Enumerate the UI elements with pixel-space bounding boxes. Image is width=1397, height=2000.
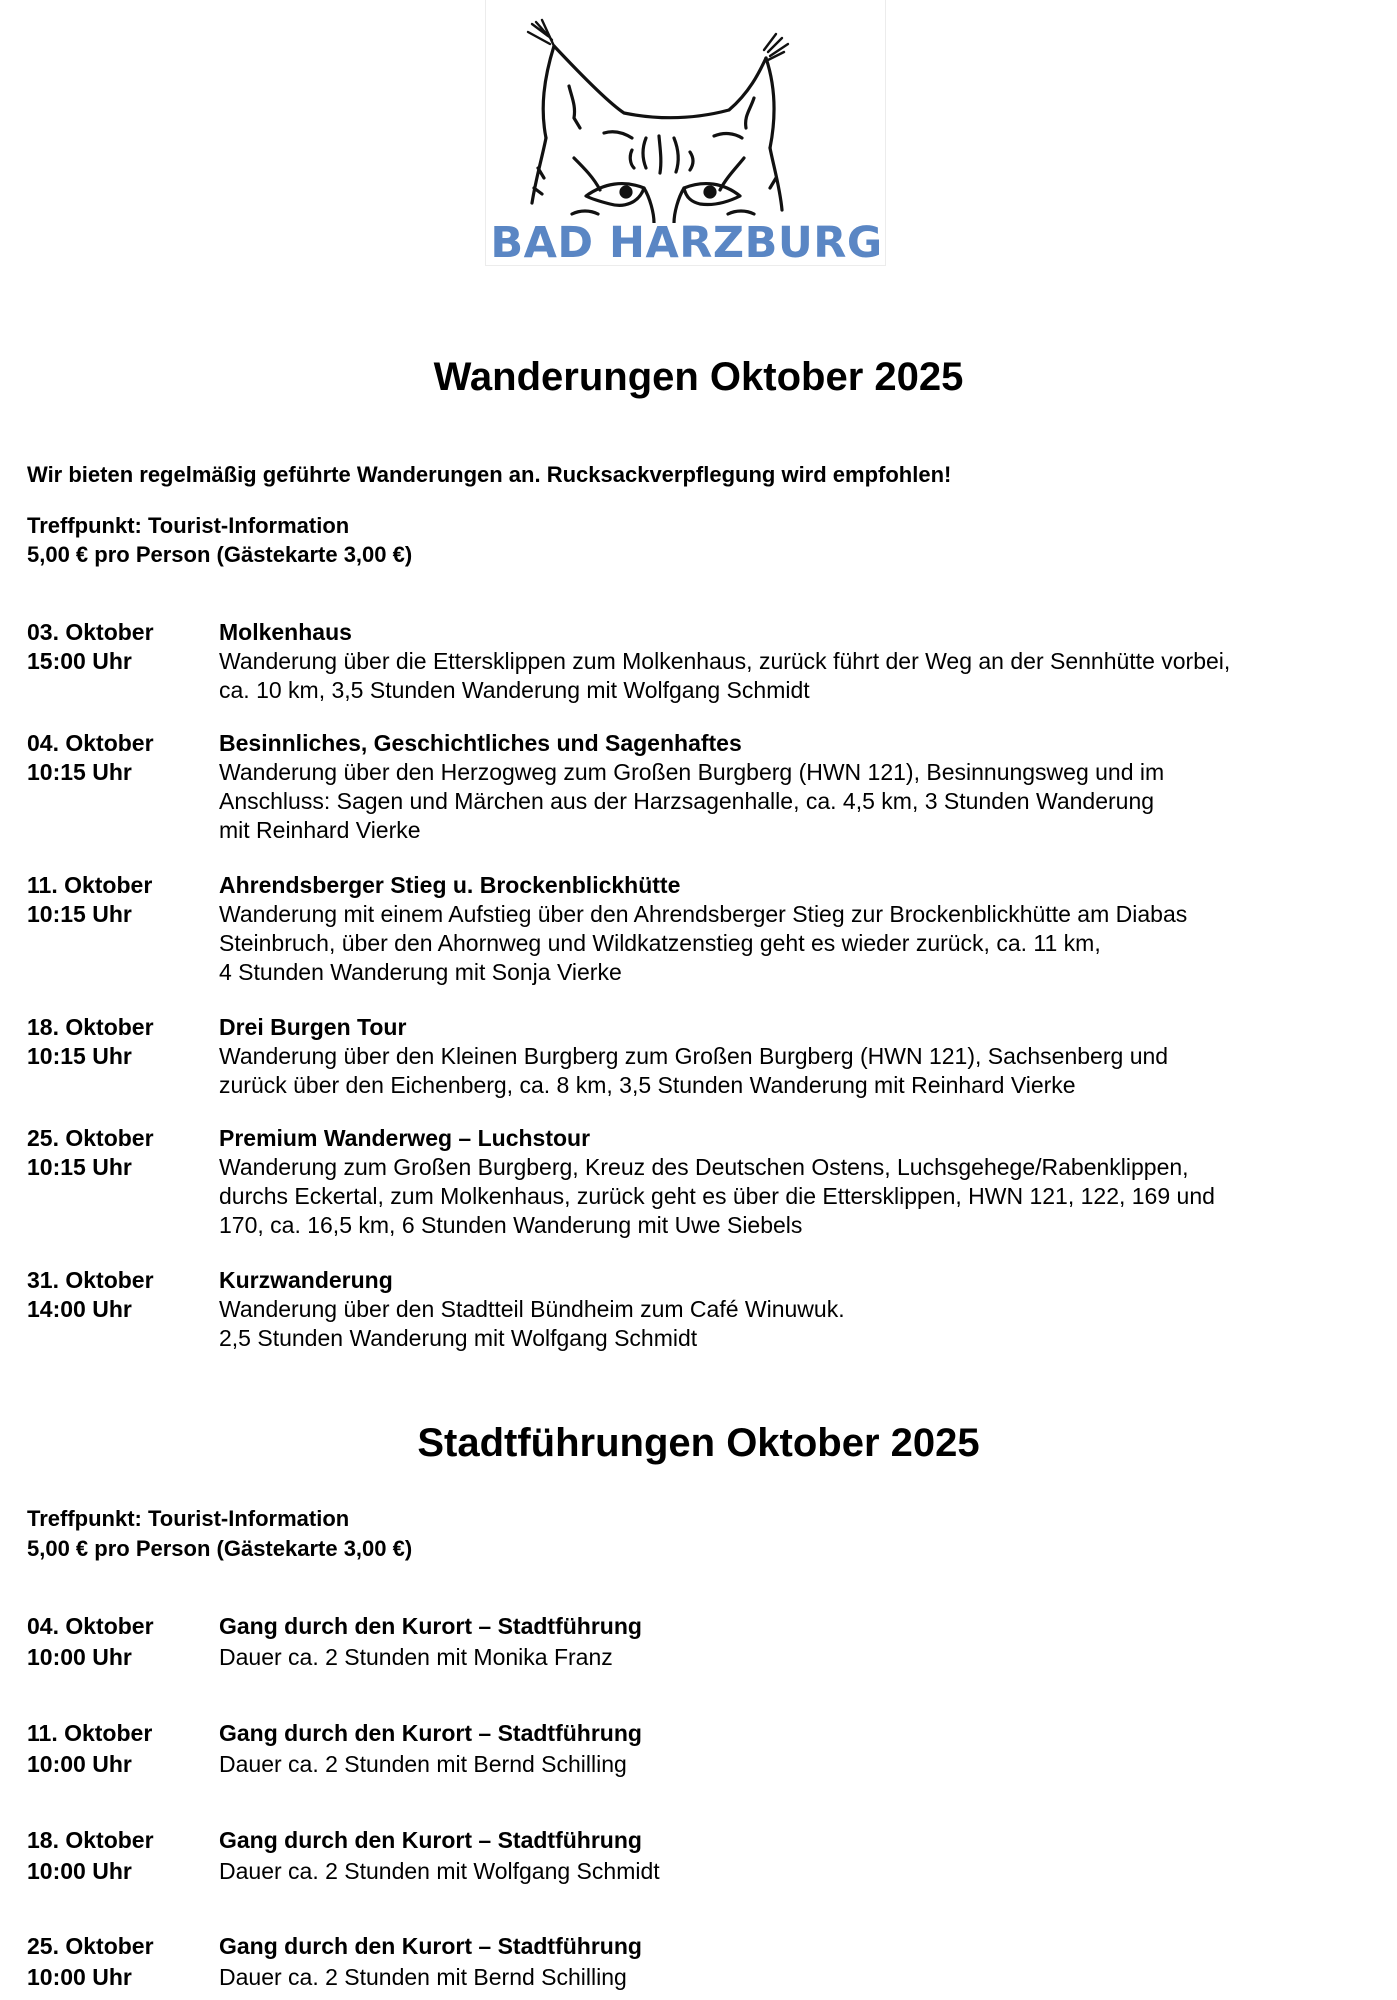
event-time: 10:15 Uhr bbox=[27, 901, 132, 927]
event-date: 11. Oktober bbox=[27, 1720, 153, 1746]
event-time: 10:00 Uhr bbox=[27, 1750, 132, 1777]
event-time: 10:15 Uhr bbox=[27, 759, 132, 785]
event-description-line: durchs Eckertal, zum Molkenhaus, zurück geht es über die Ettersklippen, HWN 121, 122, 169 und bbox=[219, 1183, 1215, 1209]
event-date-time bbox=[27, 1266, 154, 1324]
logo bbox=[485, 0, 886, 266]
event-description: Dauer ca. 2 Stunden mit Monika Franz bbox=[219, 1643, 613, 1670]
event-date: 31. Oktober bbox=[27, 1267, 154, 1293]
event-date: 04. Oktober bbox=[27, 730, 154, 756]
event-description-line: Wanderung über den Herzogweg zum Großen Burgberg (HWN 121), Besinnungsweg und im bbox=[219, 759, 1165, 785]
event-date: 25. Oktober bbox=[27, 1933, 154, 1959]
city-tours-title: Stadtführungen Oktober 2025 bbox=[417, 1421, 980, 1465]
event-name: Gang durch den Kurort – Stadtführung bbox=[219, 1720, 642, 1746]
event-date-time bbox=[27, 1825, 154, 1886]
event-details bbox=[219, 729, 1164, 845]
event-description-line: Wanderung über den Kleinen Burgberg zum Großen Burgberg (HWN 121), Sachsenberg und bbox=[219, 1043, 1169, 1069]
city-tours-price: 5,00 € pro Person (Gästekarte 3,00 €) bbox=[27, 1536, 413, 1561]
event-name: Premium Wanderweg – Luchstour bbox=[219, 1125, 591, 1151]
event-name: Gang durch den Kurort – Stadtführung bbox=[219, 1933, 642, 1959]
event-date-time bbox=[27, 729, 154, 787]
event-description: Dauer ca. 2 Stunden mit Bernd Schilling bbox=[219, 1963, 627, 1990]
event-description-line: 4 Stunden Wanderung mit Sonja Vierke bbox=[219, 959, 622, 985]
event-description-line: ca. 10 km, 3,5 Stunden Wanderung mit Wolfgang Schmidt bbox=[219, 677, 810, 703]
event-description-line: 2,5 Stunden Wanderung mit Wolfgang Schmidt bbox=[219, 1325, 698, 1351]
event-name: Besinnliches, Geschichtliches und Sagenhaftes bbox=[219, 730, 742, 756]
event-name: Gang durch den Kurort – Stadtführung bbox=[219, 1827, 642, 1853]
event-description: Dauer ca. 2 Stunden mit Wolfgang Schmidt bbox=[219, 1857, 660, 1884]
hiking-price: 5,00 € pro Person (Gästekarte 3,00 €) bbox=[27, 542, 413, 567]
event-date: 18. Oktober bbox=[27, 1827, 154, 1853]
event-name: Kurzwanderung bbox=[219, 1267, 393, 1293]
event-time: 10:00 Uhr bbox=[27, 1963, 132, 1990]
event-description-line: Anschluss: Sagen und Märchen aus der Harzsagenhalle, ca. 4,5 km, 3 Stunden Wanderung bbox=[219, 788, 1155, 814]
event-name: Gang durch den Kurort – Stadtführung bbox=[219, 1613, 642, 1639]
event-name: Drei Burgen Tour bbox=[219, 1014, 407, 1040]
event-details bbox=[219, 1825, 660, 1886]
event-date-time bbox=[27, 1931, 154, 1992]
event-description-line: 170, ca. 16,5 km, 6 Stunden Wanderung mit Uwe Siebels bbox=[219, 1212, 803, 1238]
hiking-meeting-point: Treffpunkt: Tourist-Information bbox=[27, 513, 350, 538]
event-description: Dauer ca. 2 Stunden mit Bernd Schilling bbox=[219, 1750, 627, 1777]
event-name: Ahrendsberger Stieg u. Brockenblickhütte bbox=[219, 872, 681, 898]
event-date-time bbox=[27, 1718, 152, 1779]
event-details bbox=[219, 1718, 642, 1779]
event-description-line: Wanderung über den Stadtteil Bündheim zum Café Winuwuk. bbox=[219, 1296, 845, 1322]
event-name: Molkenhaus bbox=[219, 619, 352, 645]
event-details bbox=[219, 1931, 642, 1992]
event-date: 25. Oktober bbox=[27, 1125, 154, 1151]
city-tours-meeting-point: Treffpunkt: Tourist-Information bbox=[27, 1506, 350, 1531]
event-details bbox=[219, 1266, 845, 1353]
event-description-line: mit Reinhard Vierke bbox=[219, 817, 421, 843]
event-description-line: Wanderung zum Großen Burgberg, Kreuz des Deutschen Ostens, Luchsgehege/Rabenklippen, bbox=[219, 1154, 1189, 1180]
event-date-time bbox=[27, 871, 152, 929]
hiking-intro: Wir bieten regelmäßig geführte Wanderungen an. Rucksackverpflegung wird empfohlen! bbox=[27, 462, 952, 487]
event-description-line: Wanderung über die Ettersklippen zum Molkenhaus, zurück führt der Weg an der Sennhütte vorbei, bbox=[219, 648, 1231, 674]
event-description-line: Steinbruch, über den Ahornweg und Wildkatzenstieg geht es wieder zurück, ca. 11 km, bbox=[219, 930, 1101, 956]
event-time: 15:00 Uhr bbox=[27, 648, 132, 674]
event-time: 14:00 Uhr bbox=[27, 1296, 132, 1322]
event-description-line: zurück über den Eichenberg, ca. 8 km, 3,5 Stunden Wanderung mit Reinhard Vierke bbox=[219, 1072, 1076, 1098]
event-date-time bbox=[27, 1013, 154, 1071]
event-description-line: Wanderung mit einem Aufstieg über den Ahrendsberger Stieg zur Brockenblickhütte am Diabas bbox=[219, 901, 1188, 927]
event-date-time bbox=[27, 1124, 154, 1182]
event-date-time bbox=[27, 618, 154, 676]
logo-text: BAD HARZBURG bbox=[490, 218, 883, 268]
event-time: 10:00 Uhr bbox=[27, 1857, 132, 1884]
event-date-time bbox=[27, 1611, 154, 1672]
event-date: 03. Oktober bbox=[27, 619, 154, 645]
event-details bbox=[219, 1124, 1215, 1240]
event-details bbox=[219, 618, 1230, 705]
event-date: 04. Oktober bbox=[27, 1613, 154, 1639]
event-date: 18. Oktober bbox=[27, 1014, 154, 1040]
event-time: 10:15 Uhr bbox=[27, 1043, 132, 1069]
hiking-title: Wanderungen Oktober 2025 bbox=[433, 355, 964, 399]
event-time: 10:15 Uhr bbox=[27, 1154, 132, 1180]
event-time: 10:00 Uhr bbox=[27, 1643, 132, 1670]
event-details bbox=[219, 1611, 642, 1672]
event-details bbox=[219, 1013, 1168, 1100]
event-details bbox=[219, 871, 1187, 987]
event-date: 11. Oktober bbox=[27, 872, 153, 898]
lynx-head-icon bbox=[514, 18, 859, 223]
